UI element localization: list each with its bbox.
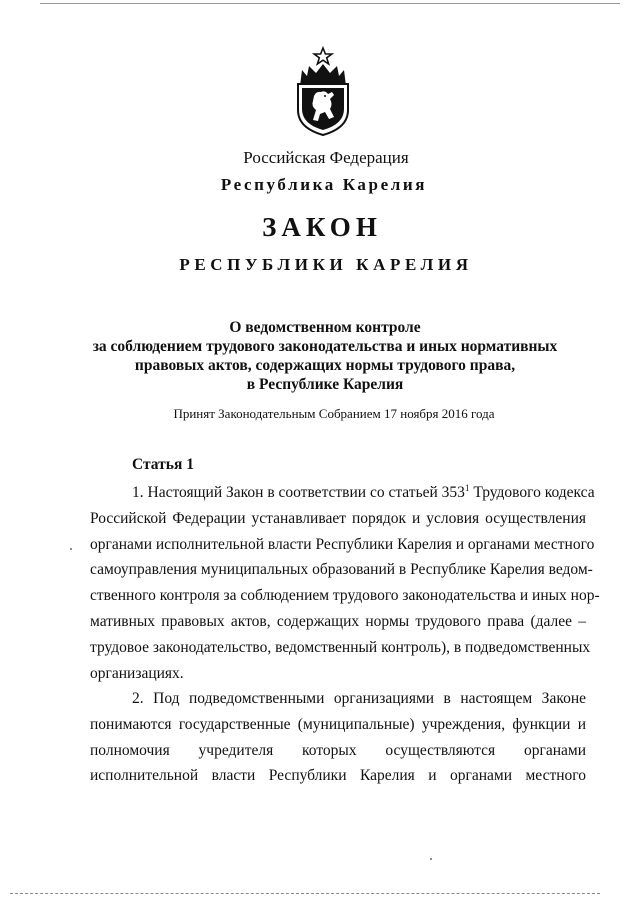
law-subject (60, 318, 590, 394)
law-subject-line: правовых актов, содержащих нормы трудового права, (134, 357, 516, 374)
paragraph-line: трудовое законодательство, ведомственный контроль), в подведомственных (90, 638, 591, 656)
article-paragraph-1 (90, 480, 600, 686)
paragraph-line: полномочия учредителя которых осуществляются органами (90, 741, 586, 759)
article-paragraph-2 (90, 686, 586, 789)
document-issuer: РЕСПУБЛИКИ КАРЕЛИЯ (179, 255, 473, 274)
paragraph-line: 2. Под подведомственными организациями в настоящем Законе (132, 690, 586, 707)
adoption-note: Принят Законодательным Собранием 17 ноября 2016 года (173, 406, 495, 421)
paragraph-line: понимаются государственные (муниципальные) учреждения, функции и (90, 715, 586, 733)
paragraph-line: ственного контроля за соблюдением трудового законодательства и иных нор- (90, 587, 600, 605)
law-subject-line: за соблюдением трудового законодательства и иных нормативных (92, 338, 558, 355)
paragraph-line: организациях. (90, 664, 184, 682)
paragraph-line: мативных правовых актов, содержащих нормы трудового права (далее – (90, 612, 586, 630)
paragraph-line: самоуправления муниципальных образований в Республике Карелия ведом- (90, 561, 593, 579)
document-type-title: ЗАКОН (262, 212, 382, 242)
country-name: Российская Федерация (243, 148, 409, 167)
paragraph-line: 1. Настоящий Закон в соответствии со статьей $353^1$ Трудового кодекса (132, 482, 595, 501)
karelia-coat-of-arms-icon (292, 46, 354, 136)
republic-name: Республика Карелия (220, 175, 428, 194)
scan-edge-bottom (10, 893, 600, 894)
superscript-index: 1 (464, 482, 470, 493)
scan-speck (430, 858, 432, 860)
paragraph-line: исполнительной власти Республики Карелия и органами местного (90, 767, 586, 785)
scan-speck (70, 548, 72, 550)
paragraph-line: Российской Федерации устанавливает порядок и условия осуществления (90, 509, 586, 527)
law-subject-line: О ведомственном контроле (229, 319, 421, 336)
article-heading: Статья 1 (132, 456, 194, 473)
paragraph-line: органами исполнительной власти Республики Карелия и органами местного (90, 535, 595, 553)
scan-edge-top (40, 3, 620, 4)
law-subject-line: в Республике Карелия (246, 376, 404, 393)
